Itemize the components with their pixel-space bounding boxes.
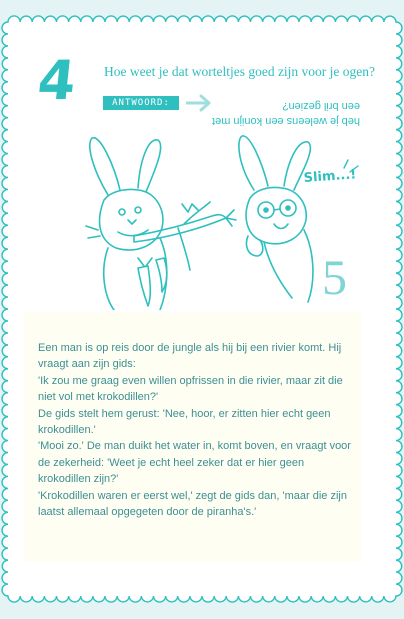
answer-label: ANTWOORD: — [103, 96, 179, 110]
question-text: Hoe weet je dat worteltjes goed zijn voor je ogen? — [104, 64, 376, 79]
answer-line: een bril gezien? — [282, 100, 360, 112]
joke-paragraph: 'Mooi zo.' De man duikt het water in, komt boven, en vraagt voor de zekerheid: 'Weet je echt heel zeker dat er hier geen krokodillen zijn?' — [38, 440, 351, 486]
joke-paragraph: 'Ik zou me graag even willen opfrissen in die rivier, maar zit die niet vol met krokodillen?' — [38, 374, 343, 404]
answer-line: heb je weleens een konijn met — [212, 115, 360, 127]
question-number: 4 — [34, 49, 79, 112]
joke-paragraph: De gids stelt hem gerust: 'Nee, hoor, er zitten hier echt geen krokodillen.' — [38, 407, 331, 437]
joke-paragraph: Een man is op reis door de jungle als hij bij een rivier komt. Hij vraagt aan zijn gids: — [38, 342, 342, 371]
joke-text — [38, 340, 358, 520]
joke-number: 5 — [322, 249, 347, 305]
joke-paragraph: 'Krokodillen waren er eerst wel,' zegt de gids dan, 'maar die zijn laatst allemaal opgegeten door de piranha's.' — [38, 489, 347, 519]
joke-box — [24, 312, 361, 562]
speech-text: Slim...! — [303, 167, 357, 186]
